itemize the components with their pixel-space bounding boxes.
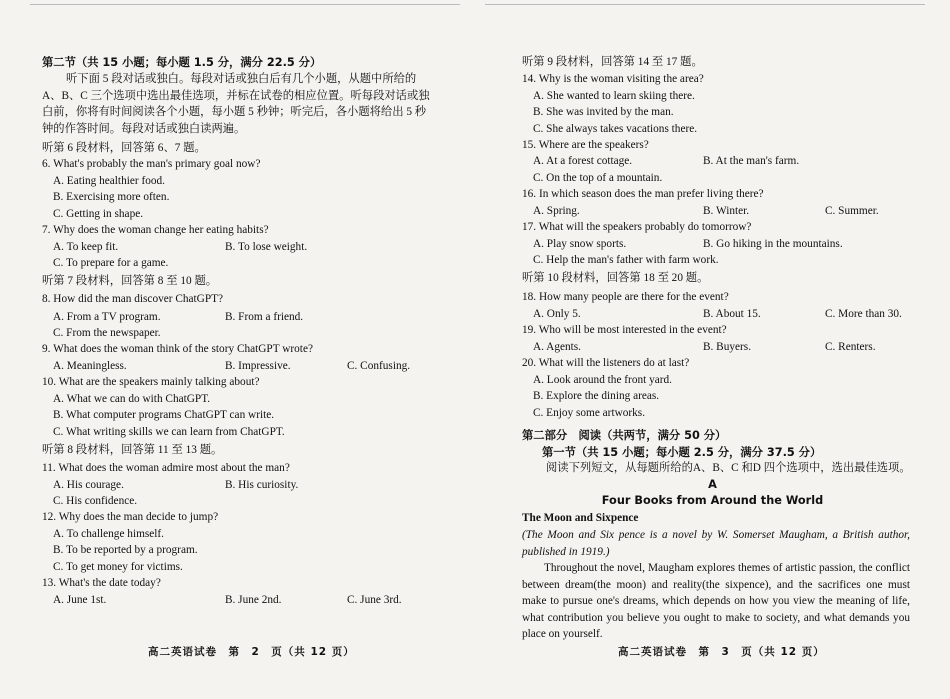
question-13: 13. What's the date today? [42, 577, 161, 589]
option-11c: C. His confidence. [53, 495, 138, 507]
book-title: The Moon and Sixpence [522, 512, 639, 524]
question-16: 16. In which season does the man prefer living there? [522, 188, 764, 200]
option-7a: A. To keep fit. [53, 241, 119, 253]
option-6c: C. Getting in shape. [53, 208, 144, 220]
option-15b: B. At the man's farm. [703, 155, 800, 167]
top-rule [30, 4, 460, 5]
option-9b: B. Impressive. [225, 360, 291, 372]
option-20a: A. Look around the front yard. [533, 374, 672, 386]
option-12c: C. To get money for victims. [53, 561, 183, 573]
segment-9-instruction: 听第 9 段材料，回答第 14 至 17 题。 [522, 56, 703, 68]
option-9c: C. Confusing. [347, 360, 411, 372]
option-18c: C. More than 30. [825, 308, 902, 320]
option-19c: C. Renters. [825, 341, 876, 353]
part-2-header: 第二部分 阅读（共两节，满分 50 分） [522, 429, 727, 442]
option-11a: A. His courage. [53, 479, 124, 491]
question-14: 14. Why is the woman visiting the area? [522, 73, 704, 85]
option-15c: C. On the top of a mountain. [533, 172, 663, 184]
option-8b: B. From a friend. [225, 311, 304, 323]
segment-10-instruction: 听第 10 段材料，回答第 18 至 20 题。 [522, 272, 709, 284]
passage-title: Four Books from Around the World [601, 494, 824, 507]
segment-6-instruction: 听第 6 段材料，回答第 6、7 题。 [42, 142, 206, 154]
option-16c: C. Summer. [825, 205, 879, 217]
option-10a: A. What we can do with ChatGPT. [53, 393, 211, 405]
page-footer-left: 高二英语试卷 第 2 页（共 12 页） [148, 646, 355, 658]
option-18a: A. Only 5. [533, 308, 581, 320]
option-11b: B. His curiosity. [225, 479, 299, 491]
reading-instruction: 阅读下列短文，从每题所给的A、B、C 和D 四个选项中，选出最佳选项。 [546, 462, 911, 474]
top-rule [485, 4, 925, 5]
option-12b: B. To be reported by a program. [53, 544, 198, 556]
option-8c: C. From the newspaper. [53, 327, 161, 339]
passage-letter: A [708, 478, 717, 491]
section-header: 第二节（共 15 小题；每小题 1.5 分，满分 22.5 分） [42, 56, 322, 69]
option-10b: B. What computer programs ChatGPT can write. [53, 409, 275, 421]
option-7b: B. To lose weight. [225, 241, 308, 253]
segment-8-instruction: 听第 8 段材料，回答第 11 至 13 题。 [42, 444, 223, 456]
option-12a: A. To challenge himself. [53, 528, 164, 540]
segment-7-instruction: 听第 7 段材料，回答第 8 至 10 题。 [42, 275, 218, 287]
option-14b: B. She was invited by the man. [533, 106, 674, 118]
option-9a: A. Meaningless. [53, 360, 127, 372]
section-1-header: 第一节（共 15 小题；每小题 2.5 分，满分 37.5 分） [542, 446, 822, 459]
option-14c: C. She always takes vacations there. [533, 123, 698, 135]
option-10c: C. What writing skills we can learn from ChatGPT. [53, 426, 285, 438]
listening-instructions: 听下面 5 段对话或独白。每段对话或独白后有几个小题，从题中所给的 A、B、C 三个选项中选出最佳选项，并标在试卷的相应位置。听每段对话或独白前，你将有时间阅读各个小题，每小题 5 秒钟；听完后，各小题将给出 5 秒钟的作答时间。每段对话或独白读两遍。 [42, 73, 430, 135]
right-page [475, 0, 950, 699]
option-18b: B. About 15. [703, 308, 761, 320]
option-13c: C. June 3rd. [347, 594, 402, 606]
question-19: 19. Who will be most interested in the event? [522, 324, 727, 336]
option-6a: A. Eating healthier food. [53, 175, 165, 187]
option-19b: B. Buyers. [703, 341, 752, 353]
question-11: 11. What does the woman admire most about the man? [42, 462, 290, 474]
option-19a: A. Agents. [533, 341, 582, 353]
option-17b: B. Go hiking in the mountains. [703, 238, 843, 250]
question-12: 12. Why does the man decide to jump? [42, 511, 219, 523]
option-13a: A. June 1st. [53, 594, 107, 606]
question-6: 6. What's probably the man's primary goal now? [42, 158, 261, 170]
book-note: (The Moon and Six pence is a novel by W. Somerset Maugham, a British author, published in 1919.) [522, 529, 910, 558]
question-9: 9. What does the woman think of the story ChatGPT wrote? [42, 343, 313, 355]
question-10: 10. What are the speakers mainly talking about? [42, 376, 260, 388]
option-6b: B. Exercising more often. [53, 191, 170, 203]
option-13b: B. June 2nd. [225, 594, 282, 606]
question-8: 8. How did the man discover ChatGPT? [42, 293, 224, 305]
option-16a: A. Spring. [533, 205, 580, 217]
page-footer-right: 高二英语试卷 第 3 页（共 12 页） [618, 646, 825, 658]
option-15a: A. At a forest cottage. [533, 155, 633, 167]
option-7c: C. To prepare for a game. [53, 257, 169, 269]
option-20b: B. Explore the dining areas. [533, 390, 660, 402]
option-20c: C. Enjoy some artworks. [533, 407, 646, 419]
option-17c: C. Help the man's father with farm work. [533, 254, 719, 266]
option-16b: B. Winter. [703, 205, 750, 217]
option-8a: A. From a TV program. [53, 311, 161, 323]
question-18: 18. How many people are there for the event? [522, 291, 729, 303]
option-14a: A. She wanted to learn skiing there. [533, 90, 695, 102]
question-17: 17. What will the speakers probably do tomorrow? [522, 221, 752, 233]
option-17a: A. Play snow sports. [533, 238, 627, 250]
question-15: 15. Where are the speakers? [522, 139, 649, 151]
question-20: 20. What will the listeners do at last? [522, 357, 690, 369]
passage-paragraph: Throughout the novel, Maugham explores themes of artistic passion, the conflict between dream(the moon) and reality(the sixpence), and the sacrifices one must make to pursue one's dreams, which depends on how you view the meaning of life, what contribution you believe you ought to make to society, and what demands you place on yourself. [522, 562, 910, 640]
question-7: 7. Why does the woman change her eating habits? [42, 224, 269, 236]
